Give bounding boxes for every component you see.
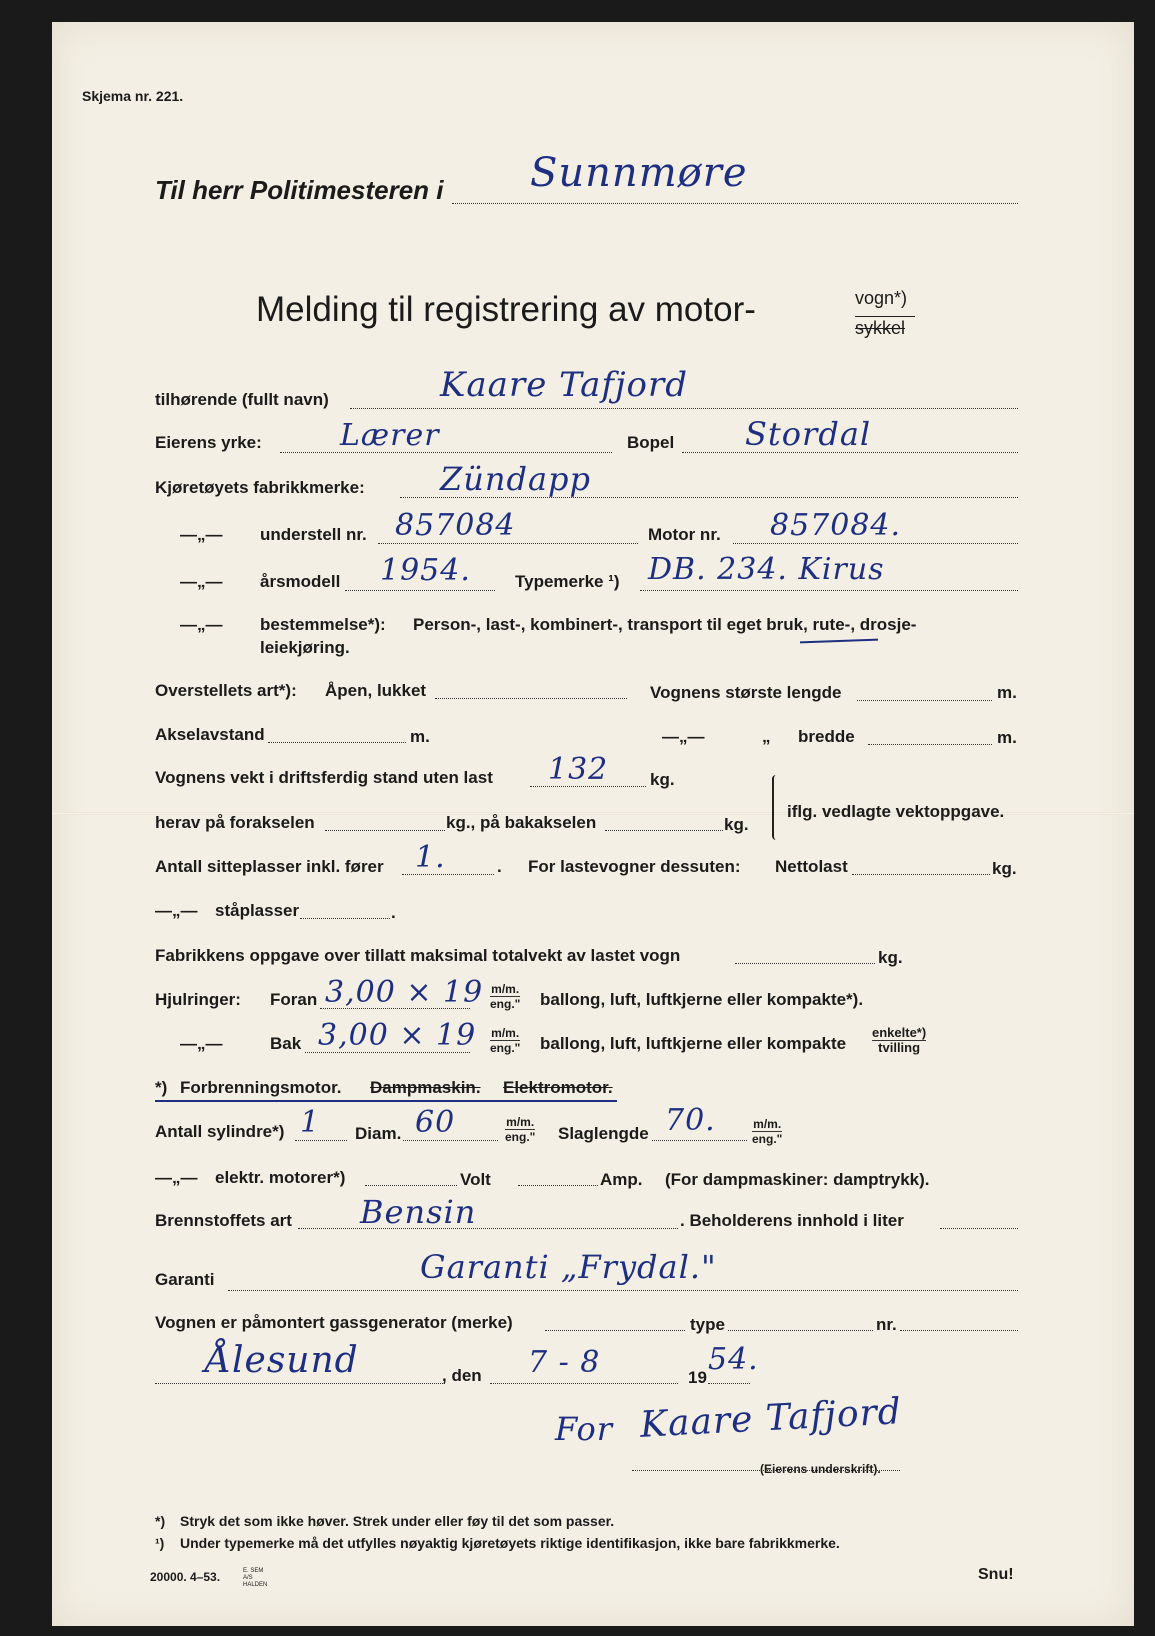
front-axle-label: herav på forakselen <box>155 813 315 832</box>
single-twin: enkelte*) tvilling <box>872 1025 927 1055</box>
cylinders-value[interactable]: 1 <box>300 1105 321 1140</box>
gas-nr-line <box>900 1330 1018 1331</box>
gas-nr-label: nr. <box>876 1315 897 1334</box>
ditto-5: —„— <box>155 901 198 920</box>
year-model-value[interactable]: 1954. <box>380 553 471 588</box>
occupation-value[interactable]: Lærer <box>340 418 440 453</box>
occupation-line <box>280 452 612 453</box>
tires-label: Hjulringer: <box>155 990 241 1009</box>
max-weight-unit: kg. <box>878 948 903 967</box>
net-load-label: Nettolast <box>775 857 848 876</box>
ditto-1: —„— <box>180 525 223 544</box>
width-label: bredde <box>798 727 855 746</box>
year-model-label: årsmodell <box>260 572 341 591</box>
electric-line <box>365 1185 457 1186</box>
weight-value[interactable]: 132 <box>548 752 609 787</box>
length-unit: m. <box>997 683 1017 702</box>
ditto-3: —„— <box>180 615 223 634</box>
owner-value[interactable]: Kaare Tafjord <box>440 365 689 405</box>
wheelbase-line <box>268 742 406 743</box>
volt-line <box>518 1185 598 1186</box>
seats-label: Antall sitteplasser inkl. fører <box>155 857 384 876</box>
form-title: Melding til registrering av motor- <box>256 290 756 329</box>
diam-value[interactable]: 60 <box>415 1105 456 1140</box>
rear-axle-unit: kg. <box>724 815 749 834</box>
body-type-value: Åpen, lukket <box>325 681 427 700</box>
motor-no-line <box>733 543 1018 544</box>
cylinders-line <box>295 1140 347 1141</box>
standing-label: ståplasser <box>215 901 300 920</box>
diam-line <box>403 1140 498 1141</box>
footnote-1-mark: *) <box>155 1513 166 1529</box>
year-line <box>708 1383 750 1384</box>
body-type-label: Overstellets art*): <box>155 681 297 700</box>
turn-over: Snu! <box>978 1566 1014 1583</box>
title-option-vogn: vogn*) <box>855 288 908 308</box>
tank-line <box>940 1228 1018 1229</box>
year-prefix: 19 <box>688 1368 707 1387</box>
tires-front-value[interactable]: 3,00 × 19 <box>325 975 484 1010</box>
print-info: 20000. 4–53. <box>150 1570 221 1584</box>
cargo-label: For lastevogner dessuten: <box>528 857 741 876</box>
gas-generator-label: Vognen er påmontert gassgenerator (merke) <box>155 1313 513 1332</box>
title-divider <box>855 316 915 317</box>
gas-generator-line <box>545 1330 685 1331</box>
tires-rear-value[interactable]: 3,00 × 19 <box>318 1018 477 1053</box>
date-line <box>490 1383 678 1384</box>
front-axle-line <box>325 830 445 831</box>
steam-note: (For dampmaskiner: damptrykk). <box>665 1170 930 1189</box>
tires-front-types: ballong, luft, luftkjerne eller kompakte*). <box>540 990 864 1009</box>
chassis-label: understell nr. <box>260 525 367 544</box>
year-suffix[interactable]: 54. <box>708 1342 759 1377</box>
footnote-1-text: Stryk det som ikke høver. Strek under eller føy til det som passer. <box>180 1513 615 1529</box>
fuel-line <box>298 1228 678 1229</box>
diam-unit: m/m. eng." <box>505 1115 536 1144</box>
engine-steam: Dampmaskin. <box>370 1078 481 1097</box>
signature-prefix: For <box>555 1410 614 1448</box>
chassis-line <box>378 543 638 544</box>
chassis-value[interactable]: 857084 <box>395 508 516 543</box>
purpose-options: Person-, last-, kombinert-, transport til eget bruk, rute-, drosje- <box>413 615 917 634</box>
diam-label: Diam. <box>355 1124 402 1143</box>
engine-electric: Elektromotor. <box>503 1078 613 1097</box>
tires-rear-unit: m/m. eng." <box>490 1026 521 1055</box>
addressee-label: Til herr Politimesteren i <box>155 175 444 205</box>
footnote-2-text: Under typemerke må det utfylles nøyaktig kjøretøyets riktige identifikasjon, ikke bare fabrikkmerke. <box>180 1535 840 1551</box>
max-weight-label: Fabrikkens oppgave over tillatt maksimal totalvekt av lastet vogn <box>155 946 681 965</box>
wheelbase-label: Akselavstand <box>155 725 265 744</box>
year-model-line <box>345 590 495 591</box>
body-type-line <box>435 698 627 699</box>
width-unit: m. <box>997 728 1017 747</box>
addressee-line <box>452 203 1018 204</box>
residence-label: Bopel <box>627 433 675 452</box>
purpose-options-cont: leiekjøring. <box>260 638 350 657</box>
tires-rear-types: ballong, luft, luftkjerne eller kompakte <box>540 1034 847 1053</box>
tires-front-label: Foran <box>270 990 318 1009</box>
type-mark-value[interactable]: DB. 234. Kirus <box>648 552 885 587</box>
engine-star: *) <box>155 1078 168 1097</box>
signature-label: (Eierens underskrift). <box>760 1462 881 1476</box>
standing-line <box>300 918 390 919</box>
signature[interactable]: Kaare Tafjord <box>639 1391 903 1446</box>
ditto-6: —„— <box>180 1034 223 1053</box>
stroke-unit: m/m. eng." <box>752 1117 783 1146</box>
rear-axle-label: kg., på bakakselen <box>446 813 597 832</box>
engine-underline <box>155 1100 617 1102</box>
motor-no-value[interactable]: 857084. <box>770 508 902 543</box>
fuel-value[interactable]: Bensin <box>360 1193 477 1231</box>
engine-combustion: Forbrenningsmotor. <box>180 1078 342 1097</box>
motor-no-label: Motor nr. <box>648 525 721 544</box>
amp-label: Amp. <box>600 1170 643 1189</box>
place-value[interactable]: Ålesund <box>205 1340 359 1381</box>
weight-brace <box>772 775 786 840</box>
form-number: Skjema nr. 221. <box>82 88 184 104</box>
standing-dot: . <box>391 903 396 922</box>
addressee-value[interactable]: Sunnmøre <box>530 150 748 196</box>
purpose-label: bestemmelse*): <box>260 615 386 634</box>
occupation-label: Eierens yrke: <box>155 433 262 452</box>
volt-label: Volt <box>460 1170 491 1189</box>
length-label: Vognens største lengde <box>650 683 842 702</box>
warranty-label: Garanti <box>155 1270 215 1289</box>
width-quote: „ <box>762 727 771 746</box>
residence-value[interactable]: Stordal <box>745 415 872 453</box>
rear-axle-line <box>605 830 723 831</box>
weight-note: iflg. vedlagte vektoppgave. <box>787 802 1005 821</box>
weight-label: Vognens vekt i driftsferdig stand uten last <box>155 768 493 787</box>
printer: E. SEM A/S HALDEN <box>243 1568 268 1588</box>
ditto-4: —„— <box>662 727 705 746</box>
net-load-line <box>852 874 990 875</box>
warranty-line <box>228 1290 1018 1291</box>
width-line <box>868 744 992 745</box>
title-option-sykkel: sykkel <box>855 318 906 338</box>
weight-unit: kg. <box>650 770 675 789</box>
date-den: , den <box>442 1366 482 1385</box>
ditto-2: —„— <box>180 572 223 591</box>
warranty-value[interactable]: Garanti „Frydal." <box>420 1248 717 1286</box>
gas-type-line <box>728 1330 873 1331</box>
stroke-label: Slaglengde <box>558 1124 649 1143</box>
footnote-2-mark: ¹) <box>155 1535 165 1551</box>
tires-rear-label: Bak <box>270 1034 302 1053</box>
net-load-unit: kg. <box>992 859 1017 878</box>
place-line <box>155 1383 445 1384</box>
make-label: Kjøretøyets fabrikkmerke: <box>155 478 365 497</box>
stroke-line <box>652 1140 747 1141</box>
tires-front-unit: m/m. eng." <box>490 982 521 1011</box>
owner-label: tilhørende (fullt navn) <box>155 390 329 409</box>
electric-label: elektr. motorer*) <box>215 1168 346 1187</box>
tank-label: . Beholderens innhold i liter <box>680 1211 904 1230</box>
max-weight-line <box>735 963 875 964</box>
wheelbase-unit: m. <box>410 727 430 746</box>
owner-line <box>350 408 1018 409</box>
gas-type-label: type <box>690 1315 725 1334</box>
ditto-7: —„— <box>155 1168 198 1187</box>
seats-dot: . <box>497 857 502 876</box>
fuel-label: Brennstoffets art <box>155 1211 292 1230</box>
type-mark-label: Typemerke ¹) <box>515 572 620 591</box>
make-value[interactable]: Zündapp <box>440 460 591 498</box>
cylinders-label: Antall sylindre*) <box>155 1122 285 1141</box>
type-mark-line <box>640 590 1018 591</box>
length-line <box>857 700 992 701</box>
date-value[interactable]: 7 - 8 <box>528 1345 601 1380</box>
seats-value[interactable]: 1. <box>415 840 446 875</box>
stroke-value[interactable]: 70. <box>665 1103 716 1138</box>
